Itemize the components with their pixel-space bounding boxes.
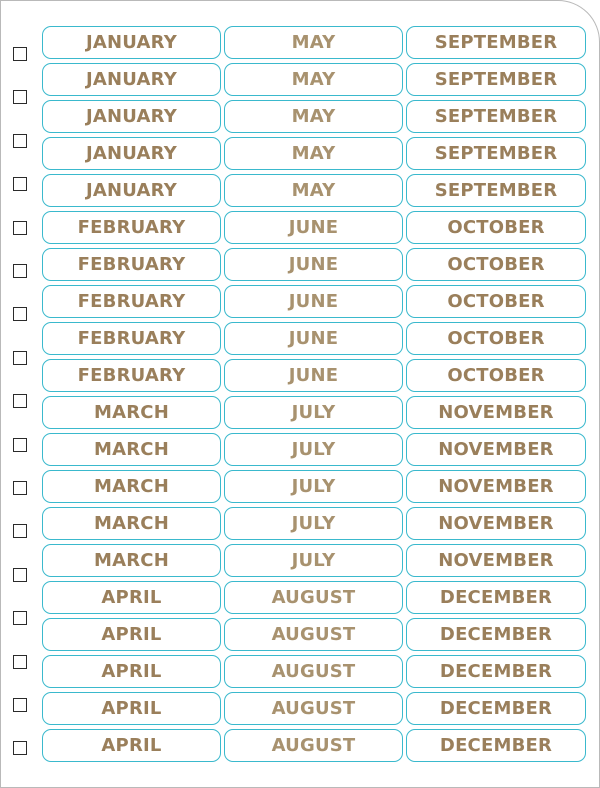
checkbox[interactable] [13, 177, 27, 191]
month-label[interactable]: MARCH [42, 396, 221, 429]
month-label[interactable]: JANUARY [42, 100, 221, 133]
month-label[interactable]: OCTOBER [406, 211, 586, 244]
month-label[interactable]: AUGUST [224, 618, 403, 651]
month-label[interactable]: APRIL [42, 581, 221, 614]
month-label[interactable]: SEPTEMBER [406, 137, 586, 170]
month-label[interactable]: FEBRUARY [42, 359, 221, 392]
checkbox[interactable] [13, 351, 27, 365]
month-label[interactable]: NOVEMBER [406, 507, 586, 540]
month-label[interactable]: OCTOBER [406, 322, 586, 355]
month-label[interactable]: DECEMBER [406, 729, 586, 762]
month-label-grid [42, 26, 586, 762]
month-label[interactable]: JUNE [224, 285, 403, 318]
month-label[interactable]: JUNE [224, 211, 403, 244]
month-label[interactable]: APRIL [42, 655, 221, 688]
month-label[interactable]: NOVEMBER [406, 544, 586, 577]
month-label[interactable]: MARCH [42, 470, 221, 503]
month-label[interactable]: FEBRUARY [42, 285, 221, 318]
month-label[interactable]: AUGUST [224, 655, 403, 688]
month-label[interactable]: DECEMBER [406, 692, 586, 725]
month-label[interactable]: JULY [224, 507, 403, 540]
month-label[interactable]: MARCH [42, 544, 221, 577]
month-label[interactable]: MAY [224, 100, 403, 133]
month-label[interactable]: SEPTEMBER [406, 174, 586, 207]
checkbox[interactable] [13, 221, 27, 235]
month-label[interactable]: MARCH [42, 507, 221, 540]
checkbox[interactable] [13, 568, 27, 582]
month-label[interactable]: SEPTEMBER [406, 100, 586, 133]
checkbox[interactable] [13, 307, 27, 321]
month-label[interactable]: JUNE [224, 359, 403, 392]
month-label[interactable]: JUNE [224, 322, 403, 355]
month-label[interactable]: APRIL [42, 729, 221, 762]
month-label[interactable]: MAY [224, 26, 403, 59]
month-label[interactable]: JANUARY [42, 174, 221, 207]
month-label[interactable]: AUGUST [224, 729, 403, 762]
month-label[interactable]: SEPTEMBER [406, 26, 586, 59]
month-label[interactable]: OCTOBER [406, 285, 586, 318]
month-label[interactable]: NOVEMBER [406, 396, 586, 429]
month-label[interactable]: JULY [224, 396, 403, 429]
month-label[interactable]: DECEMBER [406, 618, 586, 651]
month-label[interactable]: MAY [224, 137, 403, 170]
checkbox[interactable] [13, 698, 27, 712]
month-label[interactable]: FEBRUARY [42, 248, 221, 281]
month-label[interactable]: JULY [224, 544, 403, 577]
month-label[interactable]: JANUARY [42, 137, 221, 170]
month-label[interactable]: MAY [224, 174, 403, 207]
checkbox[interactable] [13, 394, 27, 408]
checkbox[interactable] [13, 90, 27, 104]
month-label[interactable]: MARCH [42, 433, 221, 466]
month-label[interactable]: FEBRUARY [42, 322, 221, 355]
checkbox[interactable] [13, 741, 27, 755]
checkbox[interactable] [13, 611, 27, 625]
month-label[interactable]: SEPTEMBER [406, 63, 586, 96]
month-label[interactable]: APRIL [42, 692, 221, 725]
month-label[interactable]: DECEMBER [406, 581, 586, 614]
month-label[interactable]: NOVEMBER [406, 433, 586, 466]
month-label[interactable]: JUNE [224, 248, 403, 281]
month-label[interactable]: NOVEMBER [406, 470, 586, 503]
month-label[interactable]: JANUARY [42, 26, 221, 59]
month-label[interactable]: DECEMBER [406, 655, 586, 688]
month-label[interactable]: APRIL [42, 618, 221, 651]
month-label[interactable]: AUGUST [224, 692, 403, 725]
checkbox[interactable] [13, 524, 27, 538]
checkbox[interactable] [13, 134, 27, 148]
month-label[interactable]: OCTOBER [406, 248, 586, 281]
month-label[interactable]: OCTOBER [406, 359, 586, 392]
month-label[interactable]: JULY [224, 433, 403, 466]
month-label[interactable]: AUGUST [224, 581, 403, 614]
checkbox[interactable] [13, 438, 27, 452]
month-label[interactable]: JANUARY [42, 63, 221, 96]
checkbox[interactable] [13, 264, 27, 278]
month-label[interactable]: FEBRUARY [42, 211, 221, 244]
month-label[interactable]: JULY [224, 470, 403, 503]
month-label[interactable]: MAY [224, 63, 403, 96]
checkbox[interactable] [13, 47, 27, 61]
checkbox[interactable] [13, 655, 27, 669]
checkbox[interactable] [13, 481, 27, 495]
